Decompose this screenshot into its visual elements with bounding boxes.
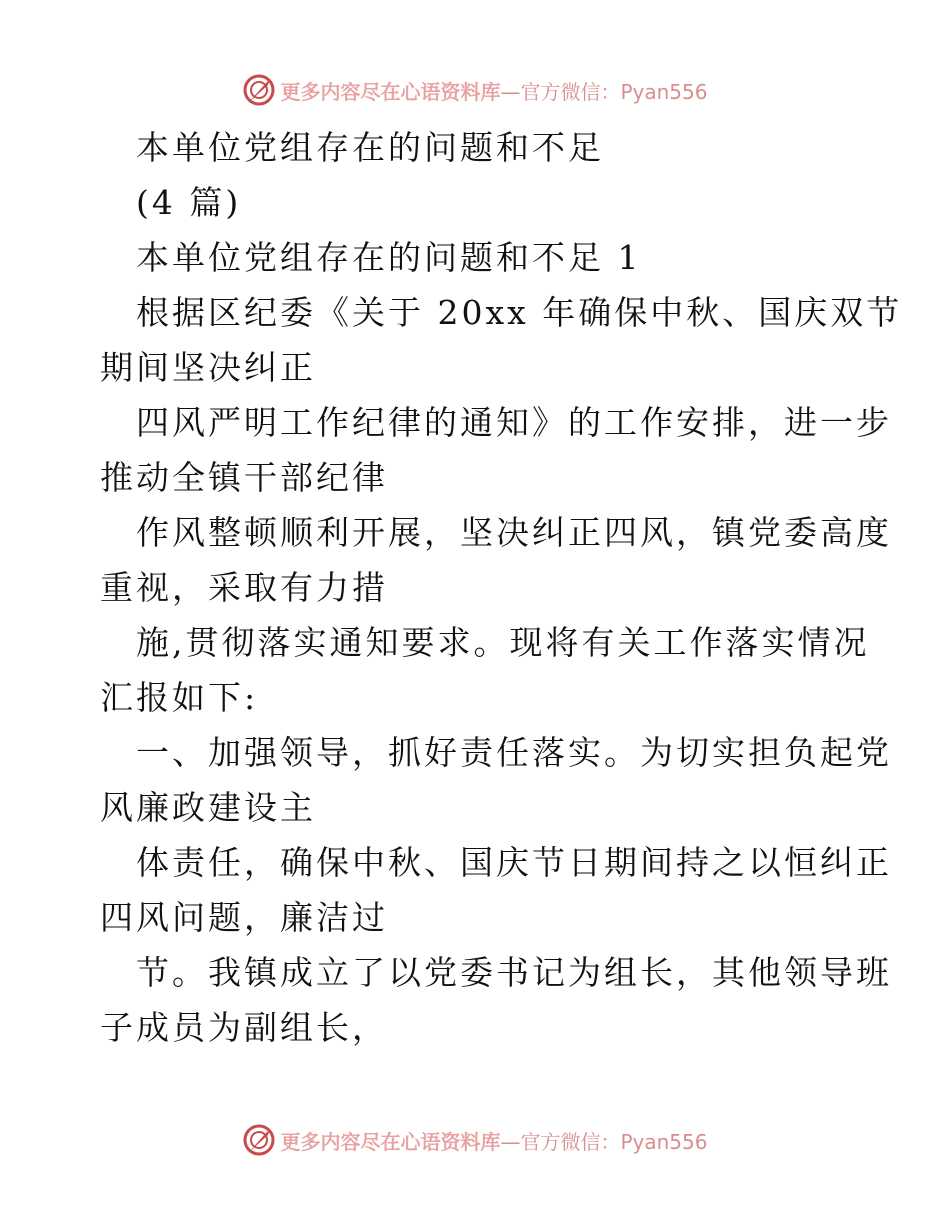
paragraph-line: 节。我镇成立了以党委书记为组长，其他领导班 xyxy=(136,953,892,992)
paragraph-line: 四风严明工作纪律的通知》的工作安排，进一步 xyxy=(136,403,892,442)
document-body xyxy=(100,120,903,1055)
paragraph-line: 重视，采取有力措 xyxy=(100,568,388,607)
paragraph-line: 体责任，确保中秋、国庆节日期间持之以恒纠正 xyxy=(136,843,892,882)
doc-title: 本单位党组存在的问题和不足 xyxy=(136,128,604,167)
paragraph-line: 汇报如下: xyxy=(100,678,259,717)
doc-subtitle: (4 篇) xyxy=(136,183,242,222)
paragraph-line: 施,贯彻落实通知要求。现将有关工作落实情况 xyxy=(136,623,870,662)
footer-watermark xyxy=(0,1120,950,1160)
footer-wechat: —官方微信：Pyan556 xyxy=(500,1129,708,1154)
paragraph-line: 四风问题，廉洁过 xyxy=(100,898,388,937)
paragraph-line: 作风整顿顺利开展，坚决纠正四风，镇党委高度 xyxy=(136,513,892,552)
header-wechat: —官方微信：Pyan556 xyxy=(500,79,708,104)
footer-slogan: 更多内容尽在心语资料库 xyxy=(280,1129,501,1154)
paragraph-line: 期间坚决纠正 xyxy=(100,348,316,387)
paragraph-line: 根据区纪委《关于 20xx 年确保中秋、国庆双节 xyxy=(136,293,903,332)
quill-logo-icon xyxy=(242,73,276,107)
header-slogan: 更多内容尽在心语资料库 xyxy=(280,79,501,104)
header-watermark xyxy=(0,70,950,110)
paragraph-line: 一、加强领导，抓好责任落实。为切实担负起党 xyxy=(136,733,892,772)
section-heading: 本单位党组存在的问题和不足 1 xyxy=(136,238,642,277)
paragraph-line: 风廉政建设主 xyxy=(100,788,316,827)
quill-logo-icon xyxy=(242,1123,276,1157)
paragraph-line: 推动全镇干部纪律 xyxy=(100,458,388,497)
paragraph-line: 子成员为副组长， xyxy=(100,1008,388,1047)
